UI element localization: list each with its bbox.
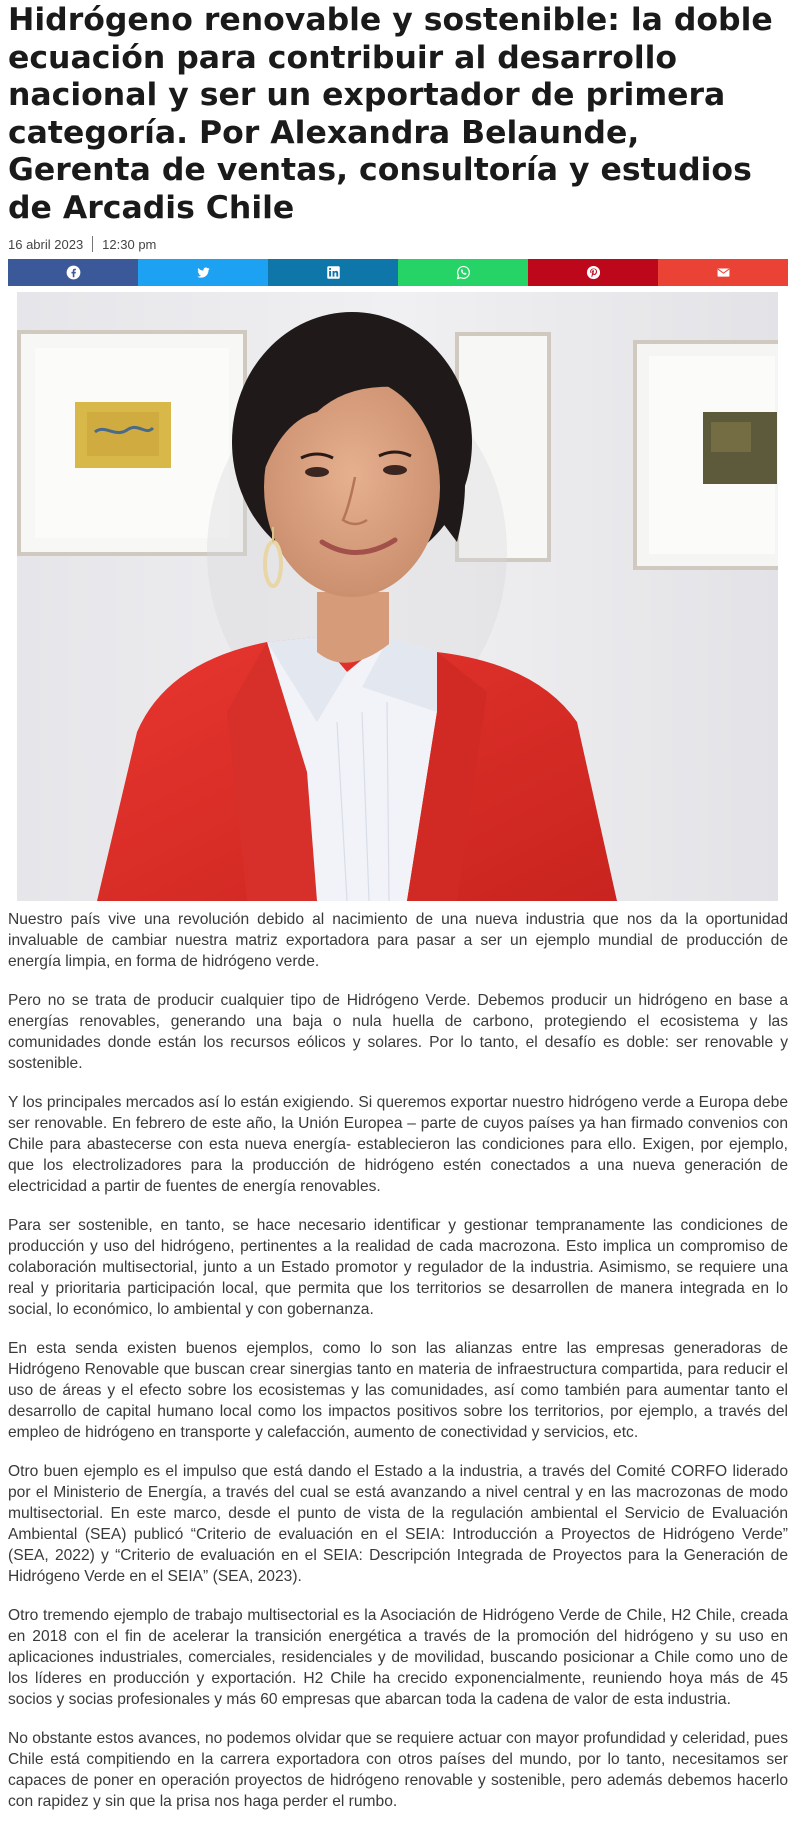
article-title: Hidrógeno renovable y sostenible: la doble ecuación para contribuir al desarrollo nacional y ser un exportador de primera categoría. Por Alexandra Belaunde, Gerenta de ventas, consultoría y estudios de Arcadis Chile — [8, 2, 773, 226]
share-linkedin-button[interactable] — [268, 259, 398, 286]
article-paragraph: Otro buen ejemplo es el impulso que está dando el Estado a la industria, a través del Comité CORFO liderado por el Ministerio de Energía, a través del cual se está avanzando a nivel central y en las macrozonas de modo multisectorial. En este marco, desde el punto de vista de la regulación ambiental el Servicio de Evaluación Ambiental (SEA) publicó “Criterio de evaluación en el SEIA: Introducción a Proyectos de Hidrógeno Verde” (SEA, 2022) y “Criterio de evaluación en el SEIA: Descripción Integrada de Proyectos para la Generación de Hidrógeno Verde en el SEIA” (SEA, 2023). — [8, 1463, 788, 1585]
facebook-icon — [66, 265, 81, 280]
share-facebook-button[interactable] — [8, 259, 138, 286]
meta-divider — [92, 236, 93, 252]
article-paragraph: Pero no se trata de producir cualquier tipo de Hidrógeno Verde. Debemos producir un hidrógeno en base a energías renovables, generando una baja o nula huella de carbono, protegiendo el ecosistema y las comunidades donde están los recursos eólicos y solares. Por lo tanto, el desafío es doble: ser renovable y sostenible. — [8, 992, 788, 1072]
share-pinterest-button[interactable] — [528, 259, 658, 286]
article-paragraph: No obstante estos avances, no podemos olvidar que se requiere actuar con mayor profundidad y celeridad, pues Chile está compitiendo en la carrera exportadora con otros países del mundo, por lo tanto, necesitamos ser capaces de poner en operación proyectos de hidrógeno renovable y sostenible, pero además debemos hacerlo con rapidez y sin que la prisa nos haga perder el rumbo. — [8, 1730, 788, 1810]
article-paragraph: Nuestro país vive una revolución debido al nacimiento de una nueva industria que nos da la oportunidad invaluable de cambiar nuestra matriz exportadora para pasar a ser un ejemplo mundial de producción de energía limpia, en forma de hidrógeno verde. — [8, 911, 788, 970]
article-paragraph: Para ser sostenible, en tanto, se hace necesario identificar y gestionar tempranamente las condiciones de producción y uso del hidrógeno, pertinentes a la realidad de cada macrozona. Esto implica un compromiso de colaboración multisectorial, junto a un Estado promotor y regulador de la industria. Asimismo, se requiere una real y prioritaria participación local, que permita que los territorios se desarrollen de manera integrada en lo social, lo económico, lo ambiental y con gobernanza. — [8, 1217, 788, 1318]
whatsapp-icon — [456, 265, 471, 280]
linkedin-icon — [326, 265, 341, 280]
twitter-icon — [196, 265, 211, 280]
share-twitter-button[interactable] — [138, 259, 268, 286]
share-whatsapp-button[interactable] — [398, 259, 528, 286]
publish-date: 16 abril 2023 — [8, 236, 84, 252]
article-page — [8, 0, 788, 1830]
article-paragraph: Y los principales mercados así lo están exigiendo. Si queremos exportar nuestro hidrógeno verde a Europa debe ser renovable. En febrero de este año, la Unión Europea – parte de cuyos países ya han firmado convenios con Chile para abastecerse con esta nueva energía- establecieron las condiciones para ello. Exigen, por ejemplo, que los electrolizadores para la producción de hidrógeno estén conectados a una nueva generación de electricidad a partir de fuentes de energía renovables. — [8, 1094, 788, 1195]
article-meta — [8, 235, 788, 253]
email-icon — [716, 265, 731, 280]
share-bar — [8, 259, 788, 286]
article-paragraph: Otro tremendo ejemplo de trabajo multisectorial es la Asociación de Hidrógeno Verde de Chile, H2 Chile, creada en 2018 con el fin de acelerar la transición energética a través de la promoción del hidrógeno y su uso en aplicaciones industriales, comerciales, residenciales y de movilidad, buscando posicionar a Chile como uno de los líderes en producción y exportación. H2 Chile ha crecido exponencialmente, reuniendo hoya más de 45 socios y socias profesionales y más 60 empresas que abarcan toda la cadena de valor de esta industria. — [8, 1607, 788, 1708]
share-email-button[interactable] — [658, 259, 788, 286]
publish-time: 12:30 pm — [102, 236, 157, 252]
pinterest-icon — [586, 265, 601, 280]
article-paragraph: En esta senda existen buenos ejemplos, como lo son las alianzas entre las empresas generadoras de Hidrógeno Renovable que buscan crear sinergias tanto en materia de infraestructura compartida, para reducir el uso de áreas y el efecto sobre los ecosistemas y las comunidades, así como también para aumentar tanto el desarrollo de capital humano local como los impactos positivos sobre los territorios, por ejemplo, a través del empleo de hidrógeno en transporte y calefacción, aumento de conectividad y servicios, etc. — [8, 1340, 788, 1441]
author-photo — [17, 292, 778, 901]
article-body — [8, 909, 788, 1812]
